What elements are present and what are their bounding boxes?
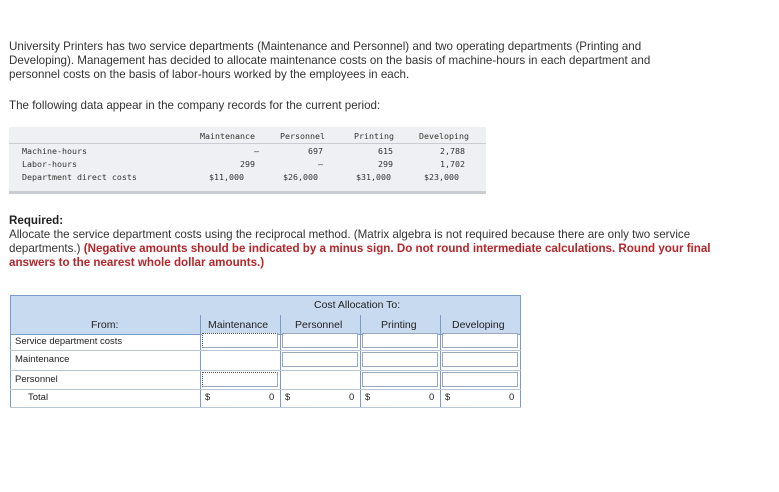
intro-line-1: University Printers has two service departments (Maintenance and Personnel) and two operating departments (Printing and xyxy=(9,40,642,53)
value: $26,000 xyxy=(283,172,318,182)
input-maintenance-developing[interactable] xyxy=(442,352,518,367)
table-header-row-2 xyxy=(10,315,521,335)
total-maintenance: 0 xyxy=(269,392,275,403)
col-developing: Developing xyxy=(452,319,505,331)
input-personnel-maintenance[interactable] xyxy=(202,372,278,387)
header-personnel: Personnel xyxy=(280,131,325,141)
value: 615 xyxy=(378,146,393,156)
row-maintenance: Maintenance xyxy=(15,354,70,365)
required-line-3: answers to the nearest whole dollar amounts.) xyxy=(9,256,265,270)
header-printing: Printing xyxy=(354,131,394,141)
intro-line-3: personnel costs on the basis of labor-hours worked by the employees in each. xyxy=(9,68,410,82)
row-service-department-costs: Service department costs xyxy=(15,336,123,347)
value: 2,788 xyxy=(440,146,465,156)
value: 697 xyxy=(308,146,323,156)
input-service-personnel[interactable] xyxy=(282,333,358,348)
input-personnel-developing[interactable] xyxy=(442,372,518,387)
input-maintenance-printing[interactable] xyxy=(362,352,438,367)
total-printing: 0 xyxy=(429,392,435,403)
row-label-direct-costs: Department direct costs xyxy=(22,172,137,182)
row-personnel: Personnel xyxy=(15,374,58,385)
input-service-maintenance[interactable] xyxy=(202,333,278,348)
total-currency-personnel: $ xyxy=(285,392,291,403)
department-data-table xyxy=(9,127,486,194)
total-currency-maintenance: $ xyxy=(205,392,211,403)
table-header-row-1 xyxy=(10,295,521,316)
input-maintenance-personnel[interactable] xyxy=(282,352,358,367)
col-printing: Printing xyxy=(381,319,417,331)
required-line-2-plain: departments.) xyxy=(9,242,84,256)
total-developing: 0 xyxy=(509,392,515,403)
header-developing: Developing xyxy=(419,131,469,141)
col-maintenance: Maintenance xyxy=(208,319,269,331)
from-label: From: xyxy=(91,319,119,331)
input-service-developing[interactable] xyxy=(442,333,518,348)
value: – xyxy=(254,146,259,156)
header-maintenance: Maintenance xyxy=(200,131,255,141)
required-line-2-red: (Negative amounts should be indicated by a minus sign. Do not round intermediate calculations. Round your final xyxy=(83,242,711,256)
intro-paragraph xyxy=(9,40,769,83)
row-label-machine-hours: Machine-hours xyxy=(22,146,87,156)
intro-line-2: Developing). Management has decided to allocate maintenance costs on the basis of machine-hours in each department and xyxy=(9,54,651,68)
value: 1,702 xyxy=(440,159,465,169)
cost-allocation-table xyxy=(10,295,521,408)
value: $31,000 xyxy=(356,172,391,182)
required-heading: Required: xyxy=(9,214,64,227)
value: 299 xyxy=(240,159,255,169)
total-currency-developing: $ xyxy=(445,392,451,403)
value: $23,000 xyxy=(424,172,459,182)
required-line-2 xyxy=(9,242,769,256)
row-label-labor-hours: Labor-hours xyxy=(22,159,77,169)
total-personnel: 0 xyxy=(349,392,355,403)
col-personnel: Personnel xyxy=(295,319,343,331)
total-currency-printing: $ xyxy=(365,392,371,403)
value: – xyxy=(318,159,323,169)
value: $11,000 xyxy=(209,172,244,182)
required-instructions xyxy=(9,228,769,271)
data-intro-text: The following data appear in the company records for the current period: xyxy=(9,99,381,112)
row-total: Total xyxy=(28,392,49,403)
input-personnel-printing[interactable] xyxy=(362,372,438,387)
required-line-1: Allocate the service department costs using the reciprocal method. (Matrix algebra is not required because there are only two service xyxy=(9,228,691,241)
cost-allocation-title: Cost Allocation To: xyxy=(314,299,401,311)
value: 299 xyxy=(378,159,393,169)
input-service-printing[interactable] xyxy=(362,333,438,348)
